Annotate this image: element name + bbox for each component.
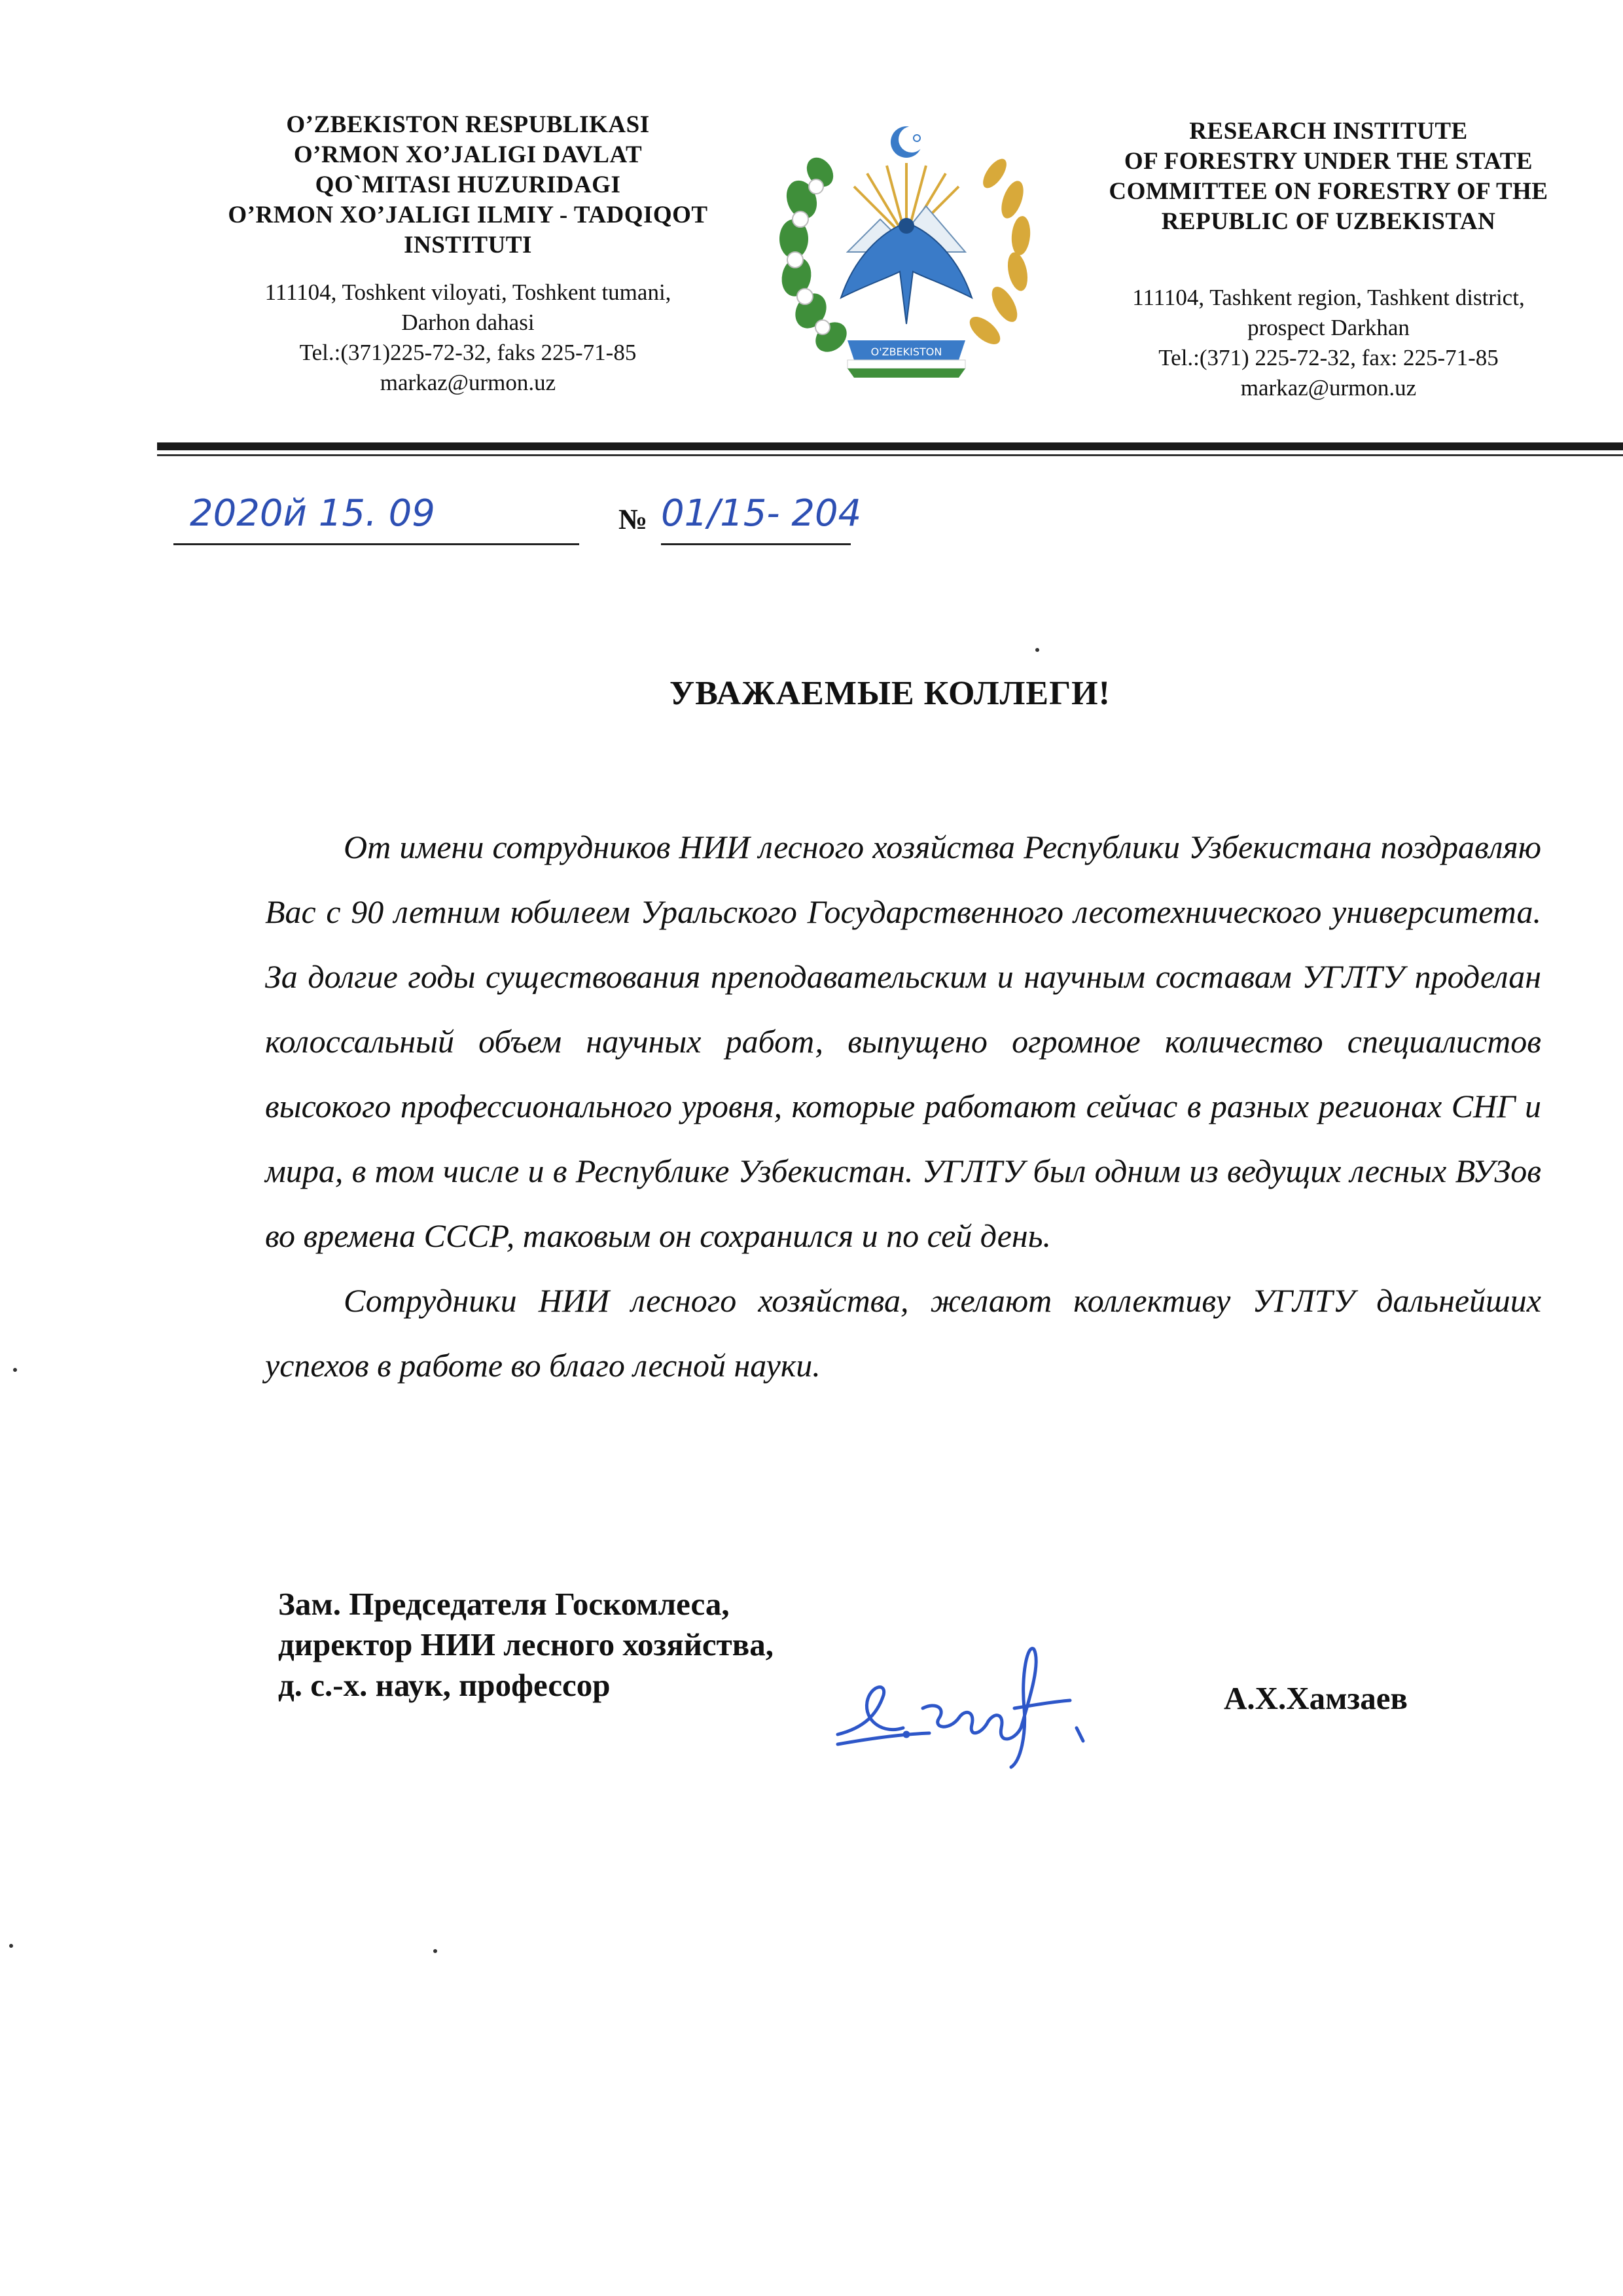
signatory-name: А.Х.Хамзаев: [1224, 1680, 1408, 1716]
org-name-line: QO`MITASI HUZURIDAGI: [315, 171, 621, 198]
org-name-line: INSTITUTI: [404, 232, 532, 259]
number-label: №: [618, 503, 648, 535]
header-divider: [157, 442, 1623, 450]
email-line: markaz@urmon.uz: [380, 370, 556, 395]
address-line: prospect Darkhan: [1247, 315, 1410, 340]
org-name-line: COMMITTEE ON FORESTRY OF THE: [1109, 178, 1548, 205]
body-paragraph: От имени сотрудников НИИ лесного хозяйства Республики Узбекистана поздравляю Вас с 90 летним юбилеем Уральского Государственного лесотехнического университета. За долгие годы существования преподавательским и научным составам УГЛТУ проделан колоссальный объем научных работ, выпущено огромное количество специалистов высокого профессионального уровня, которые работают сейчас в разных регионах СНГ и мира, в том числе и в Республике Узбекистан. УГЛТУ был одним из ведущих лесных ВУЗов во времена СССР, таковым он сохранился и по сей день.: [265, 829, 1541, 1254]
org-name-line: O’RMON XO’JALIGI ILMIY - TADQIQOT: [228, 202, 708, 228]
scan-speck: [13, 1368, 17, 1372]
letter-body: [265, 815, 1541, 1398]
position-line: директор НИИ лесного хозяйства,: [278, 1626, 774, 1662]
scan-speck: [433, 1949, 437, 1953]
phone-line: Tel.:(371) 225-72-32, fax: 225-71-85: [1158, 345, 1499, 370]
position-line: Зам. Председателя Госкомлеса,: [278, 1586, 730, 1622]
org-name-line: REPUBLIC OF UZBEKISTAN: [1161, 208, 1496, 235]
header-right: [1077, 117, 1580, 403]
address-line: 111104, Tashkent region, Tashkent district,: [1132, 285, 1525, 310]
handwritten-signature: [825, 1636, 1106, 1774]
phone-line: Tel.:(371)225-72-32, faks 225-71-85: [299, 340, 637, 365]
handwritten-number: 01/15- 204: [661, 492, 862, 535]
org-name-line: RESEARCH INSTITUTE: [1189, 118, 1468, 145]
scan-speck: [9, 1944, 13, 1948]
uzbekistan-state-emblem-icon: [769, 108, 1044, 383]
address-line: 111104, Toshkent viloyati, Toshkent tumani,: [264, 279, 671, 305]
position-line: д. с.-х. наук, профессор: [278, 1667, 611, 1703]
header-divider-thin: [157, 454, 1623, 456]
body-paragraph: Сотрудники НИИ лесного хозяйства, желают коллективу УГЛТУ дальнейших успехов в работе во благо лесной науки.: [265, 1282, 1541, 1384]
letter-title: УВАЖАЕМЫЕ КОЛЛЕГИ!: [669, 675, 1111, 712]
header-left: [190, 110, 746, 398]
signatory-position: [278, 1584, 774, 1706]
org-name-line: O’ZBEKISTON RESPUBLIKASI: [286, 111, 650, 138]
address-line: Darhon dahasi: [401, 310, 535, 335]
handwritten-date: 2020й 15. 09: [190, 492, 435, 535]
org-name-line: O’RMON XO’JALIGI DAVLAT: [293, 141, 643, 168]
email-line: markaz@urmon.uz: [1240, 375, 1417, 401]
emblem-ribbon-text: O'ZBEKISTON: [870, 346, 942, 358]
scan-speck: [1035, 648, 1039, 652]
org-name-line: OF FORESTRY UNDER THE STATE: [1124, 148, 1533, 175]
